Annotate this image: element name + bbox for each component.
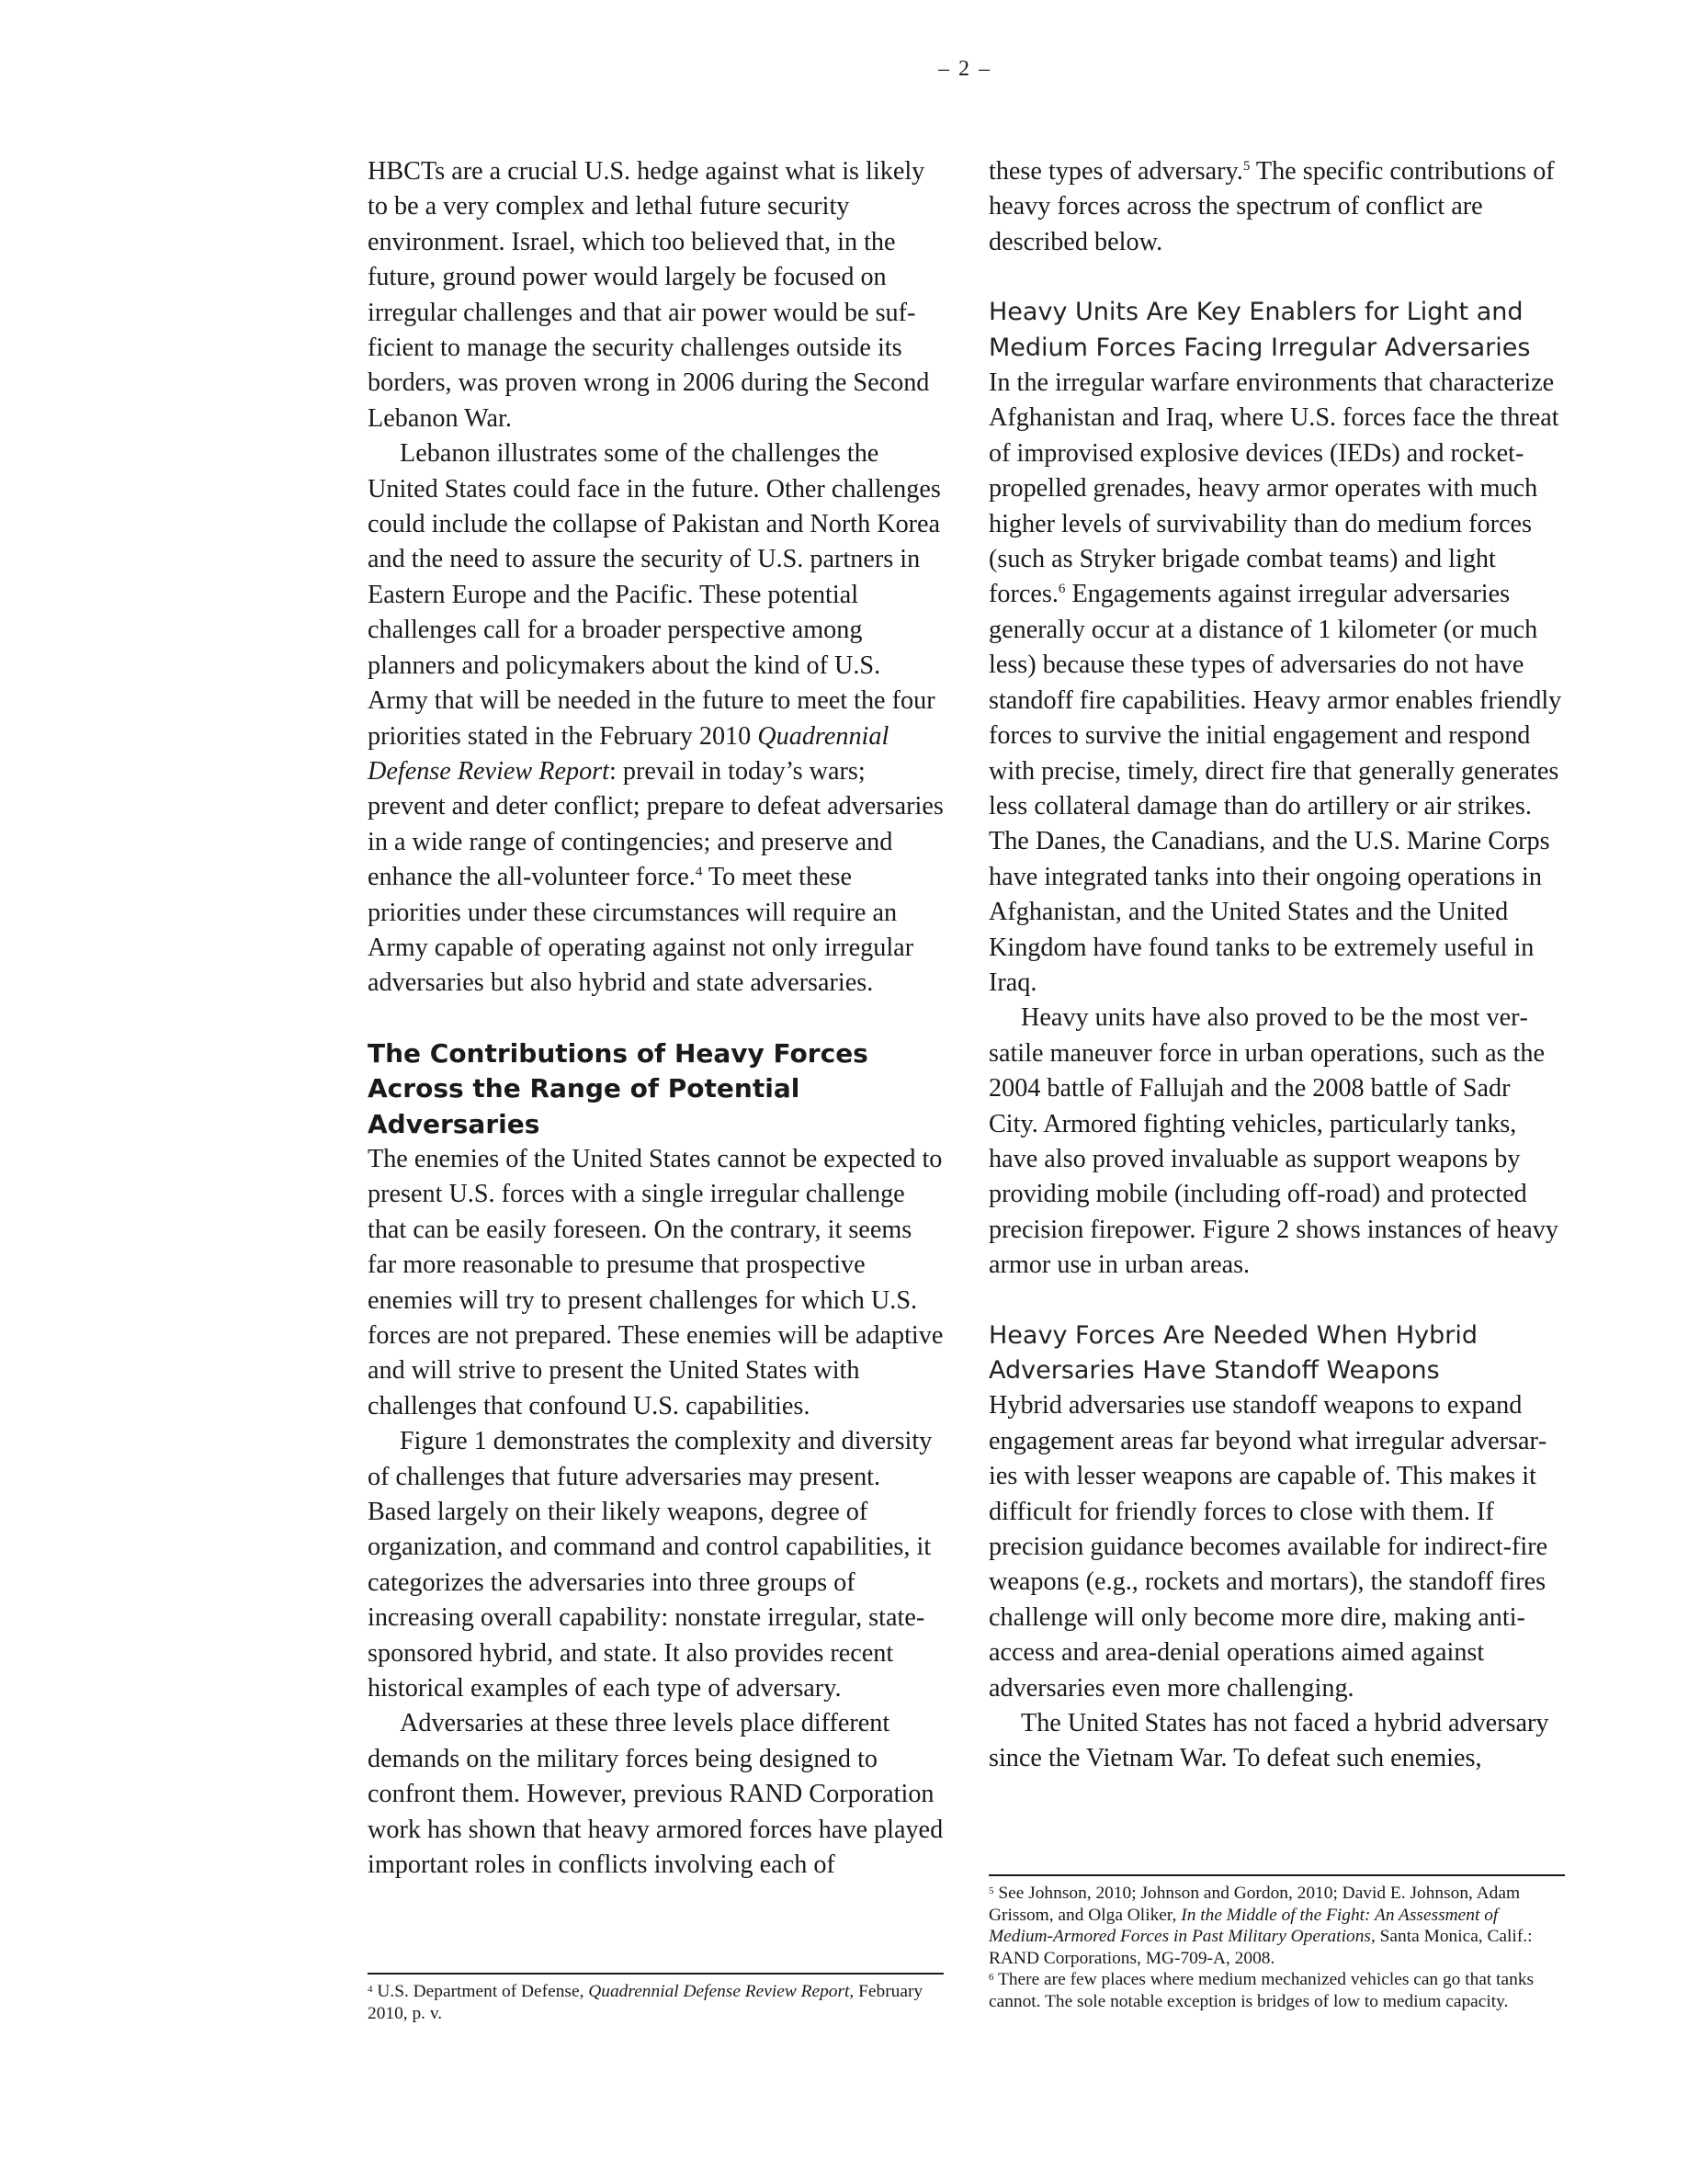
footnote-reference[interactable]: 6 bbox=[1058, 582, 1066, 597]
right-column bbox=[989, 154, 1565, 1777]
footnote-4: $^4$ U.S. Department of Defense, Quadrennial Defense Review Report, February 2010, p. v. bbox=[368, 1982, 923, 2023]
left-column bbox=[368, 154, 944, 1884]
footnotes-right bbox=[989, 1874, 1565, 2013]
subsection-heading: Heavy Forces Are Needed When Hybrid Adversaries Have Standoff Weapons bbox=[989, 1320, 1478, 1385]
footnotes-left bbox=[368, 1973, 944, 2024]
body-paragraph: Figure 1 demonstrates the complexity and diversity of challenges that future adversaries may present. Based largely on their likely weapons, degree of organization, and command and control capabilities, it categorizes the adversaries into three groups of increasing overall capability: nonstate irregular, state-sponsored hybrid, and state. It also provides recent historical examples of each type of adversary. bbox=[368, 1427, 933, 1703]
body-paragraph: The enemies of the United States cannot be expected to present U.S. forces with a single irregular challenge that can be easily foreseen. On the contrary, it seems far more reasonable to presume that prospective enemies will try to present challenges for which U.S. forces are not prepared. These enemies will be adaptive and will strive to present the United States with challenges that confound U.S. capabilities. bbox=[368, 1144, 944, 1420]
page-number: – 2 – bbox=[938, 57, 991, 81]
body-paragraph: Hybrid adversaries use standoff weapons to expand engagement areas far beyond what irregular adversaries with lesser weapons are capable of. This makes it difficult for friendly forces to close with them. If precision guidance becomes available for indirect-fire weapons (e.g., rockets and mortars), the standoff fires challenge will only become more dire, making anti-access and area-denial operations aimed against adversaries even more challenging. bbox=[989, 1391, 1548, 1703]
section-heading: The Contributions of Heavy Forces Across the Range of Potential Adversaries bbox=[368, 1037, 868, 1139]
footnote-reference[interactable]: 4 bbox=[695, 865, 703, 880]
footnote-5: $^5$ See Johnson, 2010; Johnson and Gordon, 2010; David E. Johnson, Adam Grissom, and Olga Oliker, In the Middle of the Fight: An Assessment of Medium-Armored Forces in Past Military Operations, Santa Monica, Calif.: RAND Corporations, MG-709-A, 2008. bbox=[989, 1884, 1533, 1968]
body-paragraph: In the irregular warfare environments that characterize Afghanistan and Iraq, where U.S. forces face the threat of improvised explosive devices (IEDs) and rocket-propelled grenades, heavy armor operates with much higher levels of survivability than do medium forces (such as Stryker brigade combat teams) and light forces.$^6$ Engagements against irregular adversaries generally occur at a distance of 1 kilometer (or much less) because these types of adversaries do not have standoff fire capabilities. Heavy armor enables friendly forces to survive the initial engagement and respond with precise, timely, direct fire that generally generates less collateral damage than do artillery or air strikes. The Danes, the Canadians, and the U.S. Marine Corps have integrated tanks into their ongoing operations in Afghanistan, and the United States and the United Kingdom have found tanks to be extremely useful in Iraq. bbox=[989, 368, 1562, 997]
subsection-heading: Heavy Units Are Key Enablers for Light and Medium Forces Facing Irregular Adversaries bbox=[989, 298, 1531, 362]
italic-title: Quadrennial Defense Review Report bbox=[368, 721, 889, 786]
footnote-reference[interactable]: 5 bbox=[1242, 159, 1251, 174]
body-paragraph: HBCTs are a crucial U.S. hedge against what is likely to be a very complex and lethal future security environment. Israel, which too believed that, in the future, ground power would largely be focused on irregular challenges and that air power would be sufficient to manage the security challenges outside its borders, was proven wrong in 2006 during the Second Lebanon War. bbox=[368, 157, 930, 433]
body-paragraph: The United States has not faced a hybrid adversary since the Vietnam War. To defeat such enemies, bbox=[989, 1709, 1549, 1773]
body-paragraph: Adversaries at these three levels place different demands on the military forces being designed to confront them. However, previous RAND Corporation work has shown that heavy armored forces have played important roles in conflicts involving each of bbox=[368, 1709, 944, 1880]
body-paragraph: these types of adversary.$^5$ The specific contributions of heavy forces across the spectrum of conflict are described below. bbox=[989, 157, 1555, 256]
footnote-6: $^6$ There are few places where medium mechanized vehicles can go that tanks cannot. The sole notable exception is bridges of low to medium capacity. bbox=[989, 1970, 1535, 2011]
body-paragraph: Heavy units have also proved to be the most versatile maneuver force in urban operations, such as the 2004 battle of Fallujah and the 2008 battle of Sadr City. Armored fighting vehicles, particularly tanks, have also proved invaluable as support weapons by providing mobile (including off-road) and protected precision firepower. Figure 2 shows instances of heavy armor use in urban areas. bbox=[989, 1003, 1558, 1280]
body-paragraph: Lebanon illustrates some of the challenges the United States could face in the future. Other challenges could include the collapse of Pakistan and North Korea and the need to assure the security of U.S. partners in Eastern Europe and the Pacific. These potential challenges call for a broader perspective among planners and policymakers about the kind of U.S. Army that will be needed in the future to meet the four priorities stated in the February 2010 Quadrennial Defense Review Report: prevail in today’s wars; prevent and deter conflict; prepare to defeat adversaries in a wide range of contingencies; and preserve and enhance the all-volunteer force.$^4$ To meet these priorities under these circumstances will require an Army capable of operating against not only irregular adversaries but also hybrid and state adversaries. bbox=[368, 439, 944, 998]
